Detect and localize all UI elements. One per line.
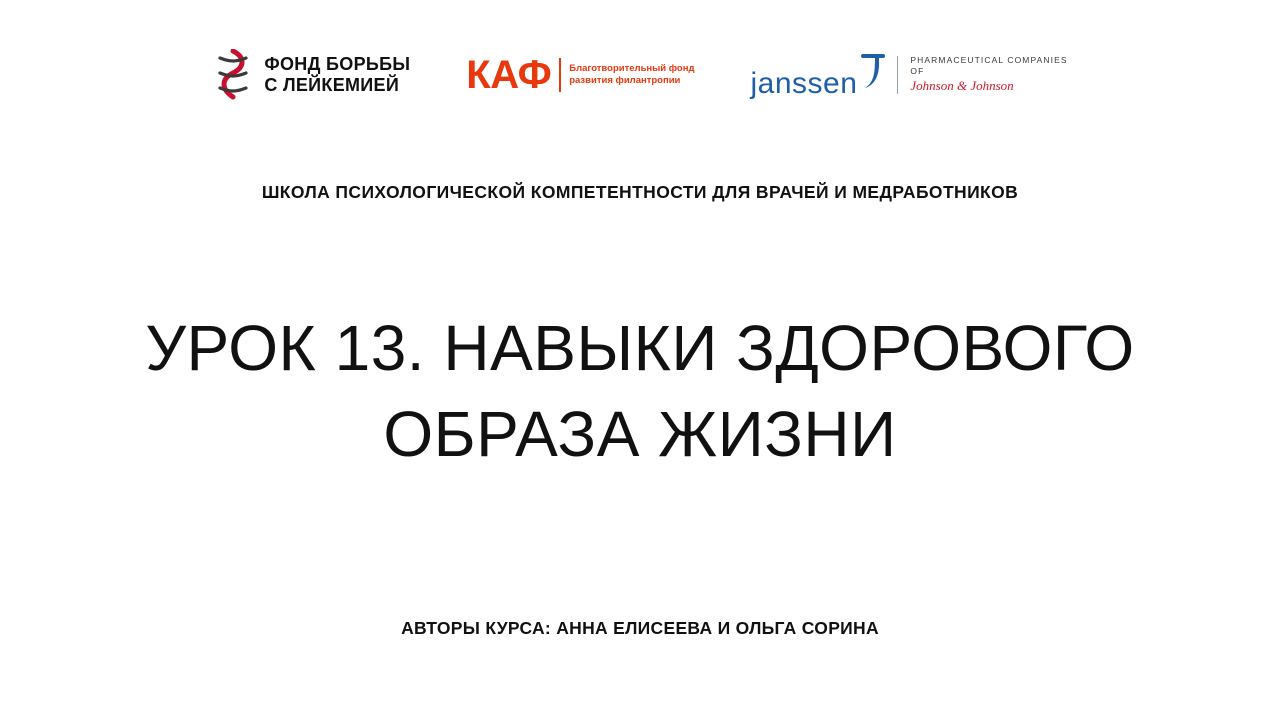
logo-strip bbox=[0, 40, 1280, 110]
course-subtitle: ШКОЛА ПСИХОЛОГИЧЕСКОЙ КОМПЕТЕНТНОСТИ ДЛЯ ВРАЧЕЙ И МЕДРАБОТНИКОВ bbox=[261, 182, 1019, 202]
logo-janssen-wordmark bbox=[751, 52, 886, 99]
logo-janssen-divider bbox=[897, 56, 898, 94]
page-title bbox=[90, 305, 1190, 478]
course-authors: АВТОРЫ КУРСА: АННА ЕЛИСЕЕВА И ОЛЬГА СОРИНА bbox=[401, 618, 879, 638]
janssen-j-icon bbox=[859, 52, 885, 97]
logo-fond-borby-s-leykemiey bbox=[212, 49, 410, 101]
dna-ribbon-icon bbox=[212, 49, 254, 101]
logo-caf-divider bbox=[559, 58, 561, 92]
logo-caf bbox=[466, 55, 694, 95]
logo-johnson-johnson bbox=[910, 55, 1067, 95]
logo-jj-line1: PHARMACEUTICAL COMPANIES bbox=[910, 55, 1068, 65]
logo-fbl-line1: ФОНД БОРЬБЫ bbox=[264, 53, 411, 74]
logo-jj-line3: Johnson & Johnson bbox=[910, 78, 1014, 94]
logo-janssen-johnson-johnson bbox=[751, 52, 1068, 99]
logo-caf-wordmark: КАФ bbox=[466, 53, 552, 97]
page-title-line2: ОБРАЗА ЖИЗНИ bbox=[383, 398, 897, 471]
logo-caf-subtitle bbox=[569, 63, 694, 87]
page-title-line1: УРОК 13. НАВЫКИ ЗДОРОВОГО bbox=[145, 312, 1135, 384]
logo-jj-line2: OF bbox=[910, 66, 925, 77]
logo-janssen-text: janssen bbox=[750, 66, 858, 100]
logo-caf-sub-line2: развития филантропии bbox=[569, 75, 681, 86]
logo-fbl-line2: С ЛЕЙКЕМИЕЙ bbox=[264, 75, 400, 95]
logo-caf-sub-line1: Благотворительный фонд bbox=[569, 63, 695, 75]
logo-fbl-wordmark bbox=[264, 54, 410, 96]
